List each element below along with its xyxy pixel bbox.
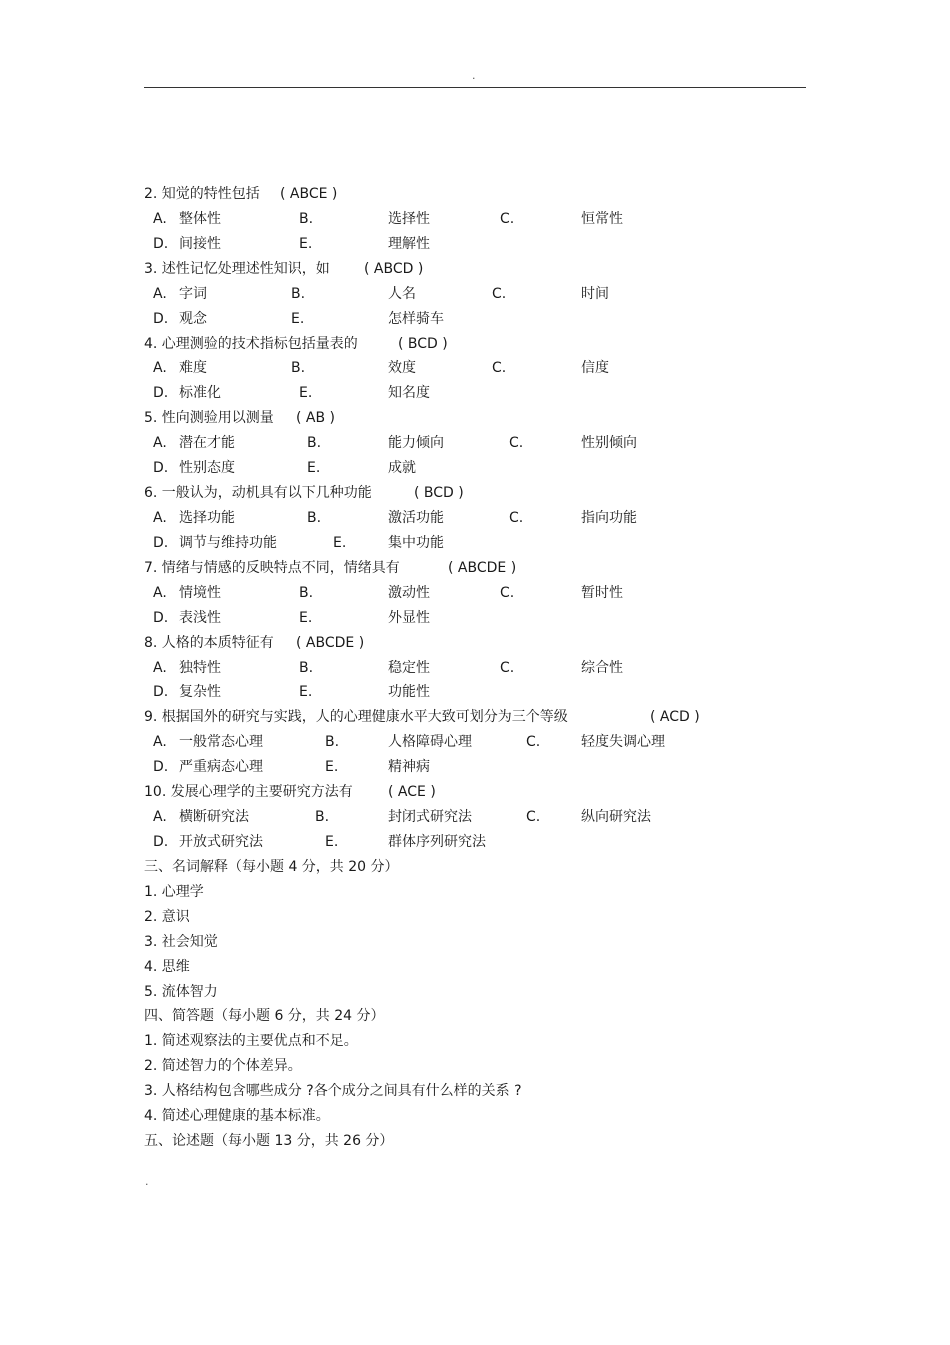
- option-text: 信度: [581, 360, 609, 377]
- answer-key: ( ACD ): [650, 709, 700, 726]
- section-item: [0, 880, 950, 905]
- answer-key: ( ABCDE ): [296, 634, 365, 651]
- question-row: [0, 780, 950, 805]
- option-text: 选择性: [388, 210, 430, 227]
- option-text: 一般常态心理: [179, 734, 263, 751]
- option-letter: E.: [307, 460, 321, 477]
- option-text: 轻度失调心理: [581, 734, 665, 751]
- question-row: [0, 481, 950, 506]
- option-letter: E.: [299, 609, 313, 626]
- option-text: 整体性: [179, 210, 221, 227]
- item-text: 3. 社会知觉: [144, 933, 218, 950]
- section-item: [0, 1079, 950, 1104]
- item-text: 5. 流体智力: [144, 983, 218, 1000]
- option-text: 间接性: [179, 235, 221, 252]
- option-letter: E.: [299, 235, 313, 252]
- option-text: 观念: [179, 310, 207, 327]
- option-text: 选择功能: [179, 509, 235, 526]
- option-row: [0, 755, 950, 780]
- option-text: 复杂性: [179, 684, 221, 701]
- item-text: 2. 简述智力的个体差异。: [144, 1058, 302, 1075]
- option-letter: A.: [153, 210, 167, 227]
- option-row: [0, 232, 950, 257]
- section-heading: [0, 1004, 950, 1029]
- question-row: [0, 406, 950, 431]
- option-letter: C.: [526, 734, 541, 751]
- option-text: 效度: [388, 360, 416, 377]
- option-letter: D.: [153, 759, 169, 776]
- option-letter: B.: [299, 210, 314, 227]
- section-item: [0, 1029, 950, 1054]
- option-letter: C.: [526, 809, 541, 826]
- option-letter: B.: [291, 285, 306, 302]
- option-letter: D.: [153, 833, 169, 850]
- option-letter: C.: [509, 509, 524, 526]
- option-row: [0, 606, 950, 631]
- option-letter: D.: [153, 460, 169, 477]
- option-text: 开放式研究法: [179, 833, 263, 850]
- option-text: 稳定性: [388, 659, 430, 676]
- option-text: 恒常性: [581, 210, 623, 227]
- option-text: 精神病: [388, 759, 430, 776]
- section-heading: [0, 1129, 950, 1154]
- option-row: [0, 282, 950, 307]
- option-letter: B.: [315, 809, 330, 826]
- option-text: 人格障碍心理: [388, 734, 472, 751]
- answer-key: ( BCD ): [398, 335, 448, 352]
- option-text: 理解性: [388, 235, 430, 252]
- item-text: 4. 思维: [144, 958, 190, 975]
- option-text: 独特性: [179, 659, 221, 676]
- question-row: [0, 182, 950, 207]
- option-letter: A.: [153, 659, 167, 676]
- option-text: 成就: [388, 460, 416, 477]
- option-text: 综合性: [581, 659, 623, 676]
- section-item: [0, 1054, 950, 1079]
- option-letter: A.: [153, 360, 167, 377]
- section-item: [0, 905, 950, 930]
- section-item: [0, 1104, 950, 1129]
- section-item: [0, 955, 950, 980]
- option-letter: A.: [153, 809, 167, 826]
- option-text: 外显性: [388, 609, 430, 626]
- answer-key: ( AB ): [296, 410, 336, 427]
- option-letter: E.: [299, 385, 313, 402]
- option-row: [0, 456, 950, 481]
- question-stem: 4. 心理测验的技术指标包括量表的: [144, 335, 358, 352]
- option-letter: A.: [153, 285, 167, 302]
- question-stem: 9. 根据国外的研究与实践，人的心理健康水平大致可划分为三个等级: [144, 709, 568, 726]
- option-row: [0, 431, 950, 456]
- option-letter: C.: [500, 210, 515, 227]
- option-text: 横断研究法: [179, 809, 249, 826]
- option-text: 调节与维持功能: [179, 534, 277, 551]
- question-row: [0, 705, 950, 730]
- option-letter: D.: [153, 310, 169, 327]
- option-letter: E.: [299, 684, 313, 701]
- option-text: 暂时性: [581, 584, 623, 601]
- question-stem: 6. 一般认为，动机具有以下几种功能: [144, 485, 372, 502]
- option-letter: D.: [153, 385, 169, 402]
- section-item: [0, 980, 950, 1005]
- question-stem: 3. 述性记忆处理述性知识，如: [144, 260, 330, 277]
- option-letter: C.: [500, 584, 515, 601]
- option-row: [0, 307, 950, 332]
- option-letter: B.: [299, 584, 314, 601]
- option-row: [0, 356, 950, 381]
- option-letter: D.: [153, 684, 169, 701]
- option-letter: C.: [509, 435, 524, 452]
- item-text: 4. 简述心理健康的基本标准。: [144, 1108, 330, 1125]
- page-content: [0, 182, 950, 1154]
- option-text: 情境性: [179, 584, 221, 601]
- question-stem: 8. 人格的本质特征有: [144, 634, 274, 651]
- question-stem: 2. 知觉的特性包括: [144, 186, 260, 202]
- option-row: [0, 207, 950, 232]
- item-text: 3. 人格结构包含哪些成分 ?各个成分之间具有什么样的关系 ?: [144, 1083, 522, 1100]
- option-letter: B.: [307, 435, 322, 452]
- option-letter: E.: [325, 833, 339, 850]
- question-stem: 7. 情绪与情感的反映特点不同，情绪具有: [144, 559, 400, 576]
- option-letter: E.: [333, 534, 347, 551]
- section-item: [0, 930, 950, 955]
- option-text: 严重病态心理: [179, 759, 263, 776]
- footer-mark: .: [145, 1175, 149, 1188]
- option-text: 潜在才能: [179, 435, 235, 452]
- answer-key: ( ABCDE ): [448, 559, 517, 576]
- option-letter: B.: [325, 734, 340, 751]
- option-letter: D.: [153, 235, 169, 252]
- option-text: 怎样骑车: [388, 310, 444, 327]
- answer-key: ( ABCD ): [364, 260, 424, 277]
- question-row: [0, 332, 950, 357]
- option-row: [0, 581, 950, 606]
- answer-key: ( BCD ): [414, 485, 464, 502]
- section-title: 四、简答题（每小题 6 分，共 24 分）: [144, 1008, 385, 1025]
- option-letter: C.: [492, 360, 507, 377]
- question-stem: 5. 性向测验用以测量: [144, 410, 274, 427]
- option-letter: D.: [153, 609, 169, 626]
- option-text: 时间: [581, 285, 609, 302]
- header-mark: .: [472, 69, 476, 82]
- option-letter: A.: [153, 734, 167, 751]
- question-row: [0, 257, 950, 282]
- option-row: [0, 680, 950, 705]
- item-text: 2. 意识: [144, 908, 190, 925]
- option-text: 性别倾向: [581, 435, 637, 452]
- option-row: [0, 381, 950, 406]
- option-letter: A.: [153, 584, 167, 601]
- option-letter: D.: [153, 534, 169, 551]
- option-text: 集中功能: [388, 534, 444, 551]
- option-text: 指向功能: [581, 509, 637, 526]
- option-text: 激动性: [388, 584, 430, 601]
- answer-key: ( ABCE ): [280, 186, 338, 202]
- option-row: [0, 506, 950, 531]
- section-title: 五、论述题（每小题 13 分，共 26 分）: [144, 1133, 394, 1150]
- option-letter: B.: [307, 509, 322, 526]
- option-letter: A.: [153, 509, 167, 526]
- option-text: 表浅性: [179, 609, 221, 626]
- option-text: 群体序列研究法: [388, 833, 486, 850]
- option-row: [0, 830, 950, 855]
- option-letter: E.: [291, 310, 305, 327]
- option-text: 能力倾向: [388, 435, 444, 452]
- option-row: [0, 656, 950, 681]
- option-text: 字词: [179, 285, 207, 302]
- option-text: 标准化: [179, 385, 221, 402]
- question-row: [0, 631, 950, 656]
- option-letter: A.: [153, 435, 167, 452]
- question-stem: 10. 发展心理学的主要研究方法有: [144, 784, 353, 801]
- option-text: 知名度: [388, 385, 430, 402]
- option-text: 难度: [179, 360, 207, 377]
- item-text: 1. 心理学: [144, 883, 204, 900]
- option-text: 激活功能: [388, 509, 444, 526]
- option-letter: C.: [500, 659, 515, 676]
- option-row: [0, 730, 950, 755]
- option-text: 封闭式研究法: [388, 809, 472, 826]
- header-rule: [144, 87, 806, 88]
- option-text: 人名: [388, 285, 416, 302]
- option-text: 纵向研究法: [581, 809, 651, 826]
- option-letter: C.: [492, 285, 507, 302]
- option-letter: B.: [291, 360, 306, 377]
- question-row: [0, 556, 950, 581]
- option-letter: E.: [325, 759, 339, 776]
- section-heading: [0, 855, 950, 880]
- option-row: [0, 805, 950, 830]
- option-letter: B.: [299, 659, 314, 676]
- option-text: 功能性: [388, 684, 430, 701]
- option-text: 性别态度: [179, 460, 235, 477]
- section-title: 三、名词解释（每小题 4 分，共 20 分）: [144, 858, 399, 875]
- item-text: 1. 简述观察法的主要优点和不足。: [144, 1033, 358, 1050]
- answer-key: ( ACE ): [388, 784, 436, 801]
- option-row: [0, 531, 950, 556]
